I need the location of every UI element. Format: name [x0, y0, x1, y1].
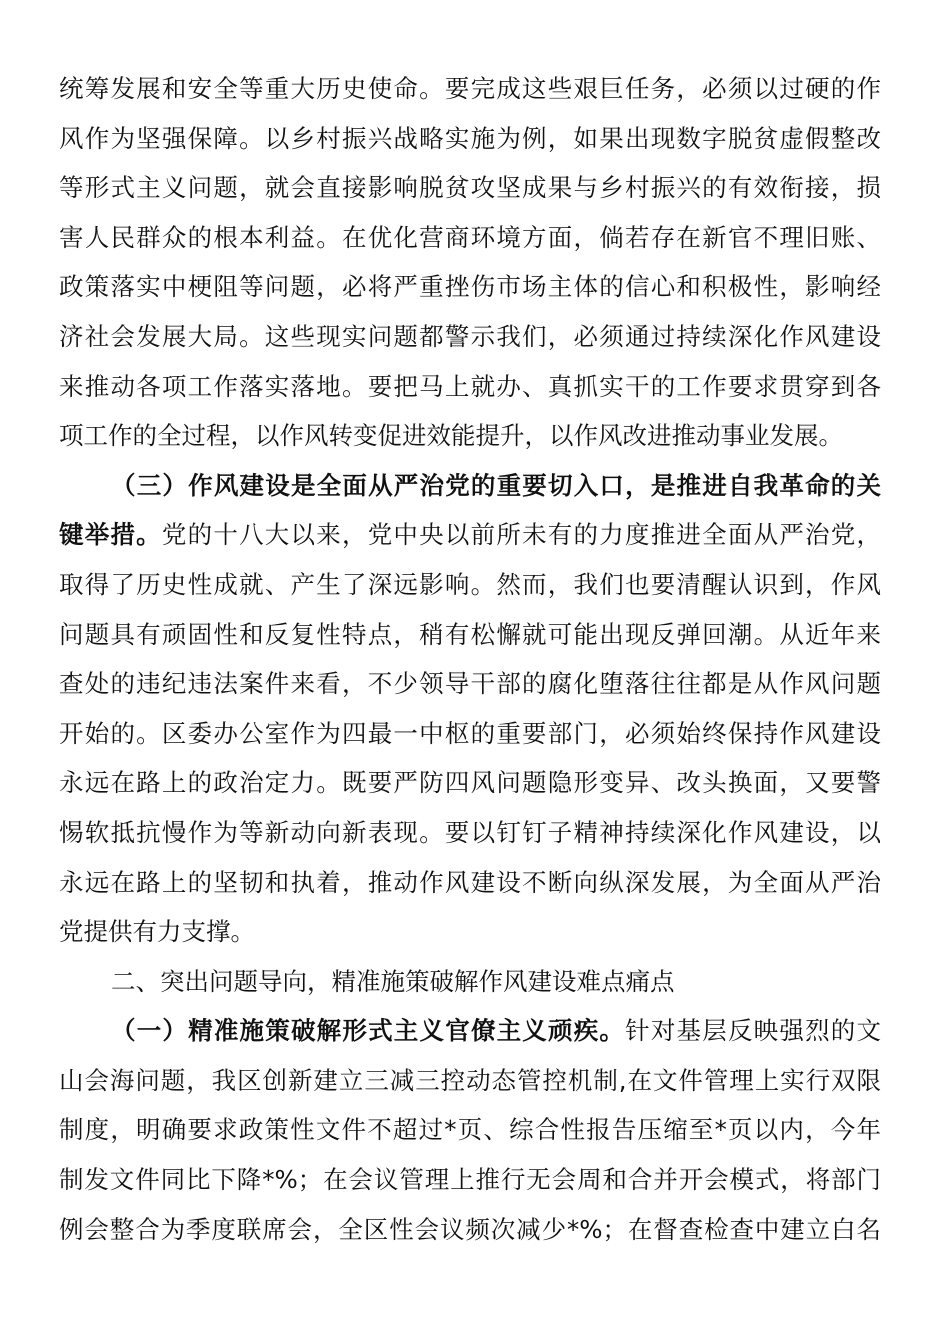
text-run: 制度，明确要求政策性文件不超过*页、综合性报告压缩至*页以内，今年: [59, 1115, 881, 1145]
section-heading: （三）作风建设是全面从严治党的重要切入口，是推进自我革命的关: [111, 470, 881, 500]
text-line: [59, 858, 881, 908]
document-page: [59, 64, 881, 1254]
text-line: [59, 362, 881, 412]
text-run: 等形式主义问题，就会直接影响脱贫攻坚成果与乡村振兴的有效衔接，损: [59, 173, 881, 203]
text-run: 查处的违纪违法案件来看，不少领导干部的腐化堕落往往都是从作风问题: [59, 669, 881, 699]
text-run: 统筹发展和安全等重大历史使命。要完成这些艰巨任务，必须以过硬的作: [59, 74, 881, 103]
text-run: 济社会发展大局。这些现实问题都警示我们，必须通过持续深化作风建设: [59, 321, 881, 351]
text-run: 害人民群众的根本利益。在优化营商环境方面，倘若存在新官不理旧账、: [59, 222, 881, 252]
text-line: [59, 163, 881, 213]
text-run: 山会海问题，我区创新建立三减三控动态管控机制,在文件管理上实行双限: [59, 1065, 881, 1095]
text-line: [59, 312, 881, 362]
section-heading-line: [59, 1006, 881, 1056]
text-line: [59, 1155, 881, 1205]
text-run: 来推动各项工作落实落地。要把马上就办、真抓实干的工作要求贯穿到各: [59, 371, 881, 401]
chapter-heading: 二、突出问题导向，精准施策破解作风建设难点痛点: [111, 966, 675, 996]
text-line: [59, 907, 881, 957]
text-run: 永远在路上的坚韧和执着，推动作风建设不断向纵深发展，为全面从严治: [59, 867, 881, 897]
text-run: 党的十八大以来，党中央以前所未有的力度推进全面从严治党，: [161, 520, 882, 550]
section-heading: （一）精准施策破解形式主义官僚主义顽疾。: [111, 1016, 626, 1046]
text-line: [59, 808, 881, 858]
text-run: 取得了历史性成就、产生了深远影响。然而，我们也要清醒认识到，作风: [59, 569, 881, 599]
text-line: [59, 411, 881, 461]
text-line: [59, 510, 881, 560]
text-run: 永远在路上的政治定力。既要严防四风问题隐形变异、改头换面，又要警: [59, 768, 881, 798]
text-run: 党提供有力支撑。: [59, 917, 255, 947]
text-line: [59, 64, 881, 114]
section-heading: 键举措。: [59, 520, 162, 550]
text-run: 针对基层反映强烈的文: [625, 1016, 882, 1046]
text-run: 开始的。区委办公室作为四最一中枢的重要部门，必须始终保持作风建设: [59, 718, 881, 748]
chapter-heading-line: [59, 957, 881, 1007]
text-run: 风作为坚强保障。以乡村振兴战略实施为例，如果出现数字脱贫虚假整改: [59, 123, 881, 153]
text-line: [59, 1205, 881, 1255]
text-run: 例会整合为季度联席会，全区性会议频次减少*%；在督查检查中建立白名: [59, 1214, 881, 1244]
text-line: [59, 560, 881, 610]
text-line: [59, 758, 881, 808]
text-line: [59, 709, 881, 759]
text-line: [59, 262, 881, 312]
text-run: 问题具有顽固性和反复性特点，稍有松懈就可能出现反弹回潮。从近年来: [59, 619, 881, 649]
text-line: [59, 1105, 881, 1155]
text-line: [59, 610, 881, 660]
text-line: [59, 114, 881, 164]
text-run: 项工作的全过程，以作风转变促进效能提升，以作风改进推动事业发展。: [59, 421, 843, 451]
text-line: [59, 1056, 881, 1106]
text-line: [59, 213, 881, 263]
text-line: [59, 659, 881, 709]
text-run: 制发文件同比下降*%；在会议管理上推行无会周和合并开会模式，将部门: [59, 1165, 881, 1195]
text-run: 政策落实中梗阻等问题，必将严重挫伤市场主体的信心和积极性，影响经: [59, 272, 881, 302]
text-run: 惕软抵抗慢作为等新动向新表现。要以钉钉子精神持续深化作风建设，以: [59, 817, 881, 847]
section-heading-line: [59, 461, 881, 511]
